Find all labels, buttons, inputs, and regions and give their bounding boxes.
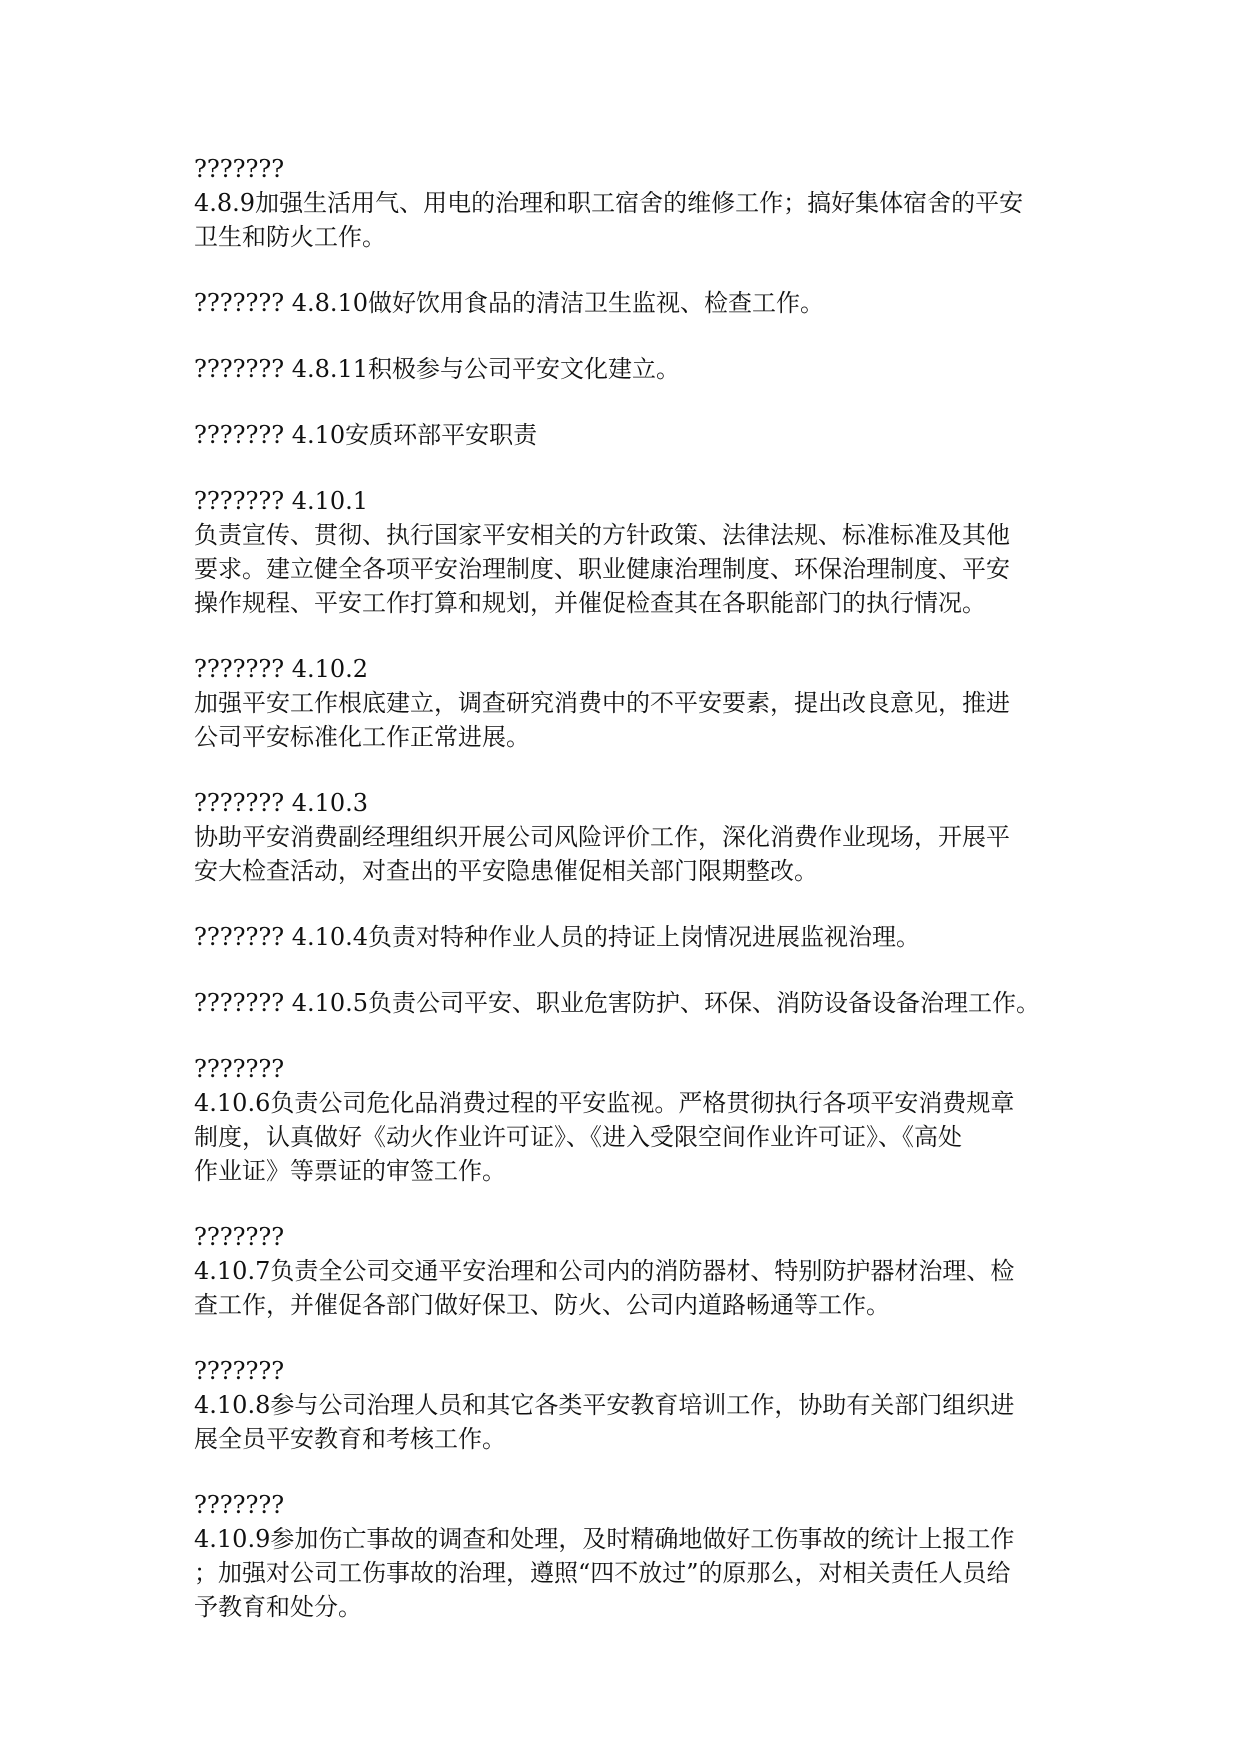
paragraph-line: 公司平安标准化工作正常进展。 — [194, 723, 530, 751]
paragraph-line: 4.10.7负责全公司交通平安治理和公司内的消防器材、特别防护器材治理、检 — [194, 1257, 1015, 1285]
document-paragraph — [194, 986, 1054, 1020]
paragraph-line: ??????? 4.10.5负责公司平安、职业危害防护、环保、消防设备设备治理工作。 — [194, 989, 1041, 1017]
paragraph-line: ??????? 4.10.3 — [194, 789, 369, 817]
document-paragraph — [194, 286, 1054, 320]
paragraph-line: 安大检查活动，对查出的平安隐患催促相关部门限期整改。 — [194, 857, 818, 885]
document-paragraph — [194, 484, 1054, 620]
paragraph-line: 制度，认真做好《动火作业许可证》、《进入受限空间作业许可证》、《高处 — [194, 1123, 962, 1151]
paragraph-line: ??????? 4.10.2 — [194, 655, 369, 683]
paragraph-line: ??????? — [194, 1223, 285, 1251]
paragraph-line: 操作规程、平安工作打算和规划，并催促检查其在各职能部门的执行情况。 — [194, 589, 986, 617]
paragraph-line: ??????? — [194, 1357, 285, 1385]
paragraph-line: ??????? 4.10.4负责对特种作业人员的持证上岗情况进展监视治理。 — [194, 923, 921, 951]
paragraph-line: 4.8.9加强生活用气、用电的治理和职工宿舍的维修工作；搞好集体宿舍的平安 — [194, 189, 1024, 217]
paragraph-line: 要求。建立健全各项平安治理制度、职业健康治理制度、环保治理制度、平安 — [194, 555, 1010, 583]
document-paragraph — [194, 152, 1054, 254]
document-paragraph — [194, 352, 1054, 386]
document-paragraph — [194, 1354, 1054, 1456]
paragraph-line: 协助平安消费副经理组织开展公司风险评价工作，深化消费作业现场，开展平 — [194, 823, 1010, 851]
paragraph-line: 4.10.6负责公司危化品消费过程的平安监视。严格贯彻执行各项平安消费规章 — [194, 1089, 1015, 1117]
paragraph-line: 查工作，并催促各部门做好保卫、防火、公司内道路畅通等工作。 — [194, 1291, 890, 1319]
paragraph-line: 4.10.8参与公司治理人员和其它各类平安教育培训工作，协助有关部门组织进 — [194, 1391, 1015, 1419]
paragraph-line: ??????? — [194, 1491, 285, 1519]
paragraph-line: 加强平安工作根底建立，调查研究消费中的不平安要素，提出改良意见，推进 — [194, 689, 1010, 717]
paragraph-line: ??????? 4.8.11积极参与公司平安文化建立。 — [194, 355, 681, 383]
paragraph-line: ??????? 4.10.1 — [194, 487, 369, 515]
document-paragraph — [194, 786, 1054, 888]
paragraph-line: 4.10.9参加伤亡事故的调查和处理，及时精确地做好工伤事故的统计上报工作 — [194, 1525, 1015, 1553]
document-body — [194, 152, 1054, 1624]
document-paragraph — [194, 652, 1054, 754]
paragraph-line: 卫生和防火工作。 — [194, 223, 386, 251]
paragraph-line: ；加强对公司工伤事故的治理，遵照“四不放过”的原那么，对相关责任人员给 — [194, 1559, 1011, 1587]
paragraph-line: 作业证》等票证的审签工作。 — [194, 1157, 506, 1185]
document-paragraph — [194, 418, 1054, 452]
paragraph-line: ??????? 4.8.10做好饮用食品的清洁卫生监视、检查工作。 — [194, 289, 825, 317]
paragraph-line: 负责宣传、贯彻、执行国家平安相关的方针政策、法律法规、标准标准及其他 — [194, 521, 1010, 549]
document-paragraph — [194, 1220, 1054, 1322]
paragraph-line: 予教育和处分。 — [194, 1593, 362, 1621]
paragraph-line: ??????? — [194, 155, 285, 183]
paragraph-line: 展全员平安教育和考核工作。 — [194, 1425, 506, 1453]
paragraph-line: ??????? 4.10安质环部平安职责 — [194, 421, 538, 449]
paragraph-line: ??????? — [194, 1055, 285, 1083]
document-paragraph — [194, 1052, 1054, 1188]
document-paragraph — [194, 1488, 1054, 1624]
document-paragraph — [194, 920, 1054, 954]
